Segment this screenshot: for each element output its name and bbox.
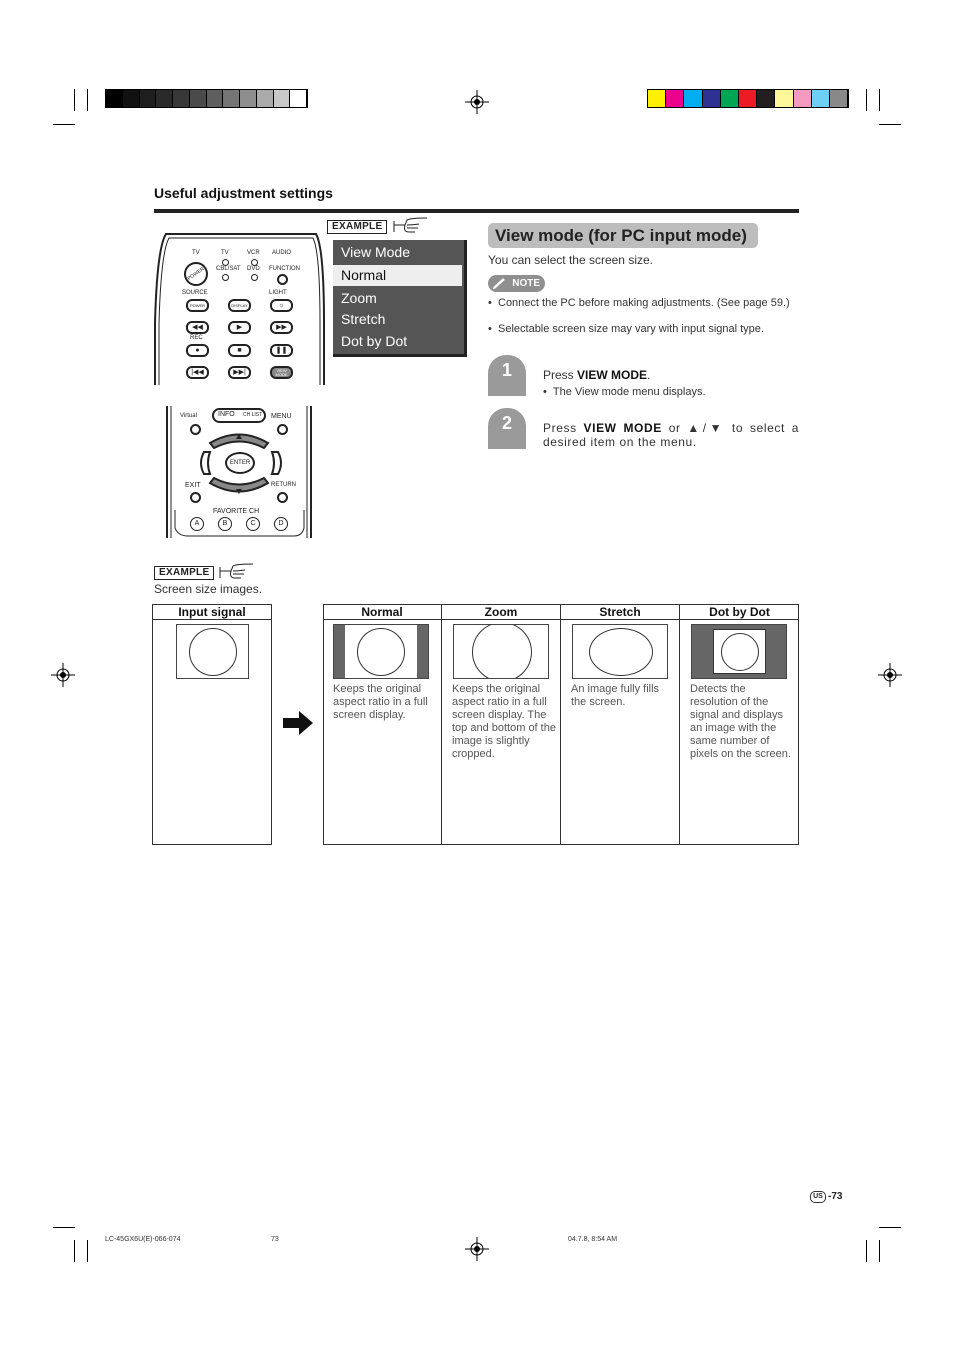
input-signal-image [176,624,249,679]
step-1-sub-text: The View mode menu displays. [552,386,706,398]
dot-by-dot-description: Detects the resolution of the signal and displays an image with the same number of pixels on the screen. [690,683,791,760]
step-1-text [543,368,650,382]
footer-date: 04.7.8, 8:54 AM [568,1236,618,1243]
remote-label-vcr: VCR [247,250,260,256]
column-divider [441,604,442,845]
dot-by-dot-image [691,624,787,679]
menu-item-normal[interactable]: Normal [333,265,462,286]
remote-label-tv-small: TV [221,250,229,256]
circle-shape [357,628,405,676]
play-button[interactable]: ▶ [228,321,251,334]
pointing-hand-icon [219,562,253,580]
fav-c-button[interactable]: C [246,517,260,531]
step-1-badge: 1 [488,355,526,396]
section-title: Useful adjustment settings [154,185,333,201]
step-text-suffix: . [647,368,651,382]
calibration-swatch [240,90,257,107]
calibration-swatch [156,90,173,107]
column-divider [560,604,561,845]
enter-button[interactable]: ENTER [225,452,255,474]
chlist-label: CH LIST [243,412,263,418]
step-text-prefix: Press [543,421,584,435]
light-button[interactable]: ☼ [270,299,293,312]
remote-label-function: FUNCTION [269,266,300,272]
led-indicator [222,259,229,266]
note-text: Selectable screen size may vary with input signal type. [498,323,764,335]
calibration-swatch [274,90,291,107]
column-divider [679,604,680,845]
arrow-right-icon [283,711,313,735]
led-indicator [251,274,258,281]
view-mode-key: VIEW MODE [583,421,662,435]
crop-mark [53,124,75,125]
zoom-image [453,624,549,679]
registration-target-icon [878,663,902,687]
remote-label-favorite: FAVORITE CH [213,508,260,515]
screen-sizes-caption: Screen size images. [154,582,263,596]
circle-shape [472,624,532,679]
example-tag: EXAMPLE [327,220,387,234]
crop-mark [87,89,88,111]
calibration-swatch [775,90,793,107]
power-button[interactable]: POWER [186,299,209,312]
stretch-description: An image fully fills the screen. [571,683,660,708]
region-badge: US [810,1191,826,1203]
note-item: • Connect the PC before making adjustments. (See page 59.) [488,297,799,310]
crop-mark [879,124,901,125]
side-bar [417,625,428,679]
crop-mark [866,89,867,111]
crop-mark [87,1240,88,1262]
calibration-swatch [830,90,848,107]
calibration-swatch [207,90,224,107]
normal-description: Keeps the original aspect ratio in a full screen display. [333,683,428,721]
note-item: • Selectable screen size may vary with input signal type. [488,323,799,336]
step-2-badge: 2 [488,408,526,449]
registration-target-icon [465,90,489,114]
step-1-sub: • The View mode menu displays. [543,386,706,398]
stop-button[interactable]: ■ [228,344,251,357]
header-divider [323,619,799,620]
footer-page: 73 [271,1236,279,1243]
remote-label-return: RETURN [271,482,296,488]
remote-label-virtual: Virtual [180,413,197,419]
dot-by-dot-header: Dot by Dot [709,605,770,619]
zoom-description: Keeps the original aspect ratio in a full screen display. The top and bottom of the image is slightly cropped. [452,683,556,760]
fast-forward-button[interactable]: ▶▶ [270,321,293,334]
remote-label-exit: EXIT [185,482,201,489]
calibration-swatch [648,90,666,107]
calibration-swatch [106,90,123,107]
led-indicator [251,259,258,266]
zoom-header: Zoom [484,605,518,619]
calibration-swatch [739,90,757,107]
remote-control-illustration [154,228,326,540]
intro-text: You can select the screen size. [488,253,653,267]
step-text-suffix: or ▲/▼ to select a desired item on the menu. [543,421,800,449]
crop-mark [74,1240,75,1262]
fav-b-button[interactable]: B [218,517,232,531]
crop-mark [53,1227,75,1228]
menu-item-dot-by-dot[interactable]: Dot by Dot [341,333,408,349]
calibration-swatch [812,90,830,107]
fav-d-button[interactable]: D [274,517,288,531]
header-divider [152,619,272,620]
note-badge [488,275,545,292]
crop-mark [879,1227,901,1228]
led-indicator [222,274,229,281]
remote-label-audio: AUDIO [272,250,292,256]
power-logo-button[interactable]: POWER [179,257,212,290]
calibration-swatch [190,90,207,107]
fav-a-button[interactable]: A [190,517,204,531]
calibration-swatch [140,90,157,107]
color-calibration-bar [647,89,849,108]
note-label: NOTE [512,278,540,289]
calibration-swatch [223,90,240,107]
crop-mark [879,1240,880,1262]
registration-target-icon [51,663,75,687]
circle-shape [721,633,759,671]
rewind-button[interactable]: ◀◀ [186,321,209,334]
remote-label-tv: TV [192,250,200,256]
function-button[interactable] [277,274,288,285]
step-2-text [543,421,799,449]
crop-mark [879,89,880,111]
section-rule [154,209,799,213]
note-text: Connect the PC before making adjustments. (See page 59.) [498,297,790,309]
pointing-hand-icon [393,216,427,234]
calibration-swatch [703,90,721,107]
remote-label-menu: MENU [271,413,292,420]
exit-button[interactable] [190,492,201,503]
stretch-image [572,624,668,679]
record-button[interactable]: ● [186,344,209,357]
skip-back-button[interactable]: |◀◀ [186,366,209,379]
native-frame [713,629,766,674]
calibration-swatch [173,90,190,107]
menu-item-stretch[interactable]: Stretch [341,311,386,327]
remote-label-dvd: DVD [247,266,260,272]
example-tag: EXAMPLE [154,566,214,580]
pause-button[interactable]: ❚❚ [270,344,293,357]
remote-label-cbl-sat: CBL/SAT [216,266,241,272]
crop-mark [866,1240,867,1262]
calibration-swatch [721,90,739,107]
return-button[interactable] [277,492,288,503]
normal-image [333,624,429,679]
side-bar [334,625,345,679]
page-number: -73 [828,1191,843,1202]
calibration-swatch [794,90,812,107]
remote-label-light: LIGHT [269,290,287,296]
remote-label-source: SOURCE [182,290,208,296]
display-button[interactable]: DISPLAY [228,299,251,312]
footer-code: LC-45GX6U(E)-066-074 [105,1236,181,1243]
ellipse-shape [589,628,653,676]
calibration-swatch [290,90,307,107]
menu-item-zoom[interactable]: Zoom [341,290,377,306]
circle-shape [189,628,237,676]
input-signal-header: Input signal [178,605,246,619]
calibration-swatch [666,90,684,107]
calibration-swatch [123,90,140,107]
grayscale-calibration-bar [105,89,308,108]
crop-mark [74,89,75,111]
info-label: INFO [218,411,235,418]
calibration-swatch [257,90,274,107]
pencil-icon [492,277,506,290]
page-heading: View mode (for PC input mode) [488,223,758,248]
normal-header: Normal [361,605,403,619]
step-text-prefix: Press [543,368,578,382]
info-chlist-button[interactable] [212,408,266,423]
skip-forward-button[interactable]: ▶▶| [228,366,251,379]
view-mode-button[interactable]: VIEW MODE [270,366,293,379]
registration-target-icon [465,1237,489,1261]
calibration-swatch [757,90,775,107]
view-mode-key: VIEW MODE [577,368,648,382]
stretch-header: Stretch [599,605,641,619]
menu-title: View Mode [341,244,411,260]
calibration-swatch [684,90,702,107]
view-mode-menu [333,240,467,357]
remote-label-rec: REC [190,335,203,341]
